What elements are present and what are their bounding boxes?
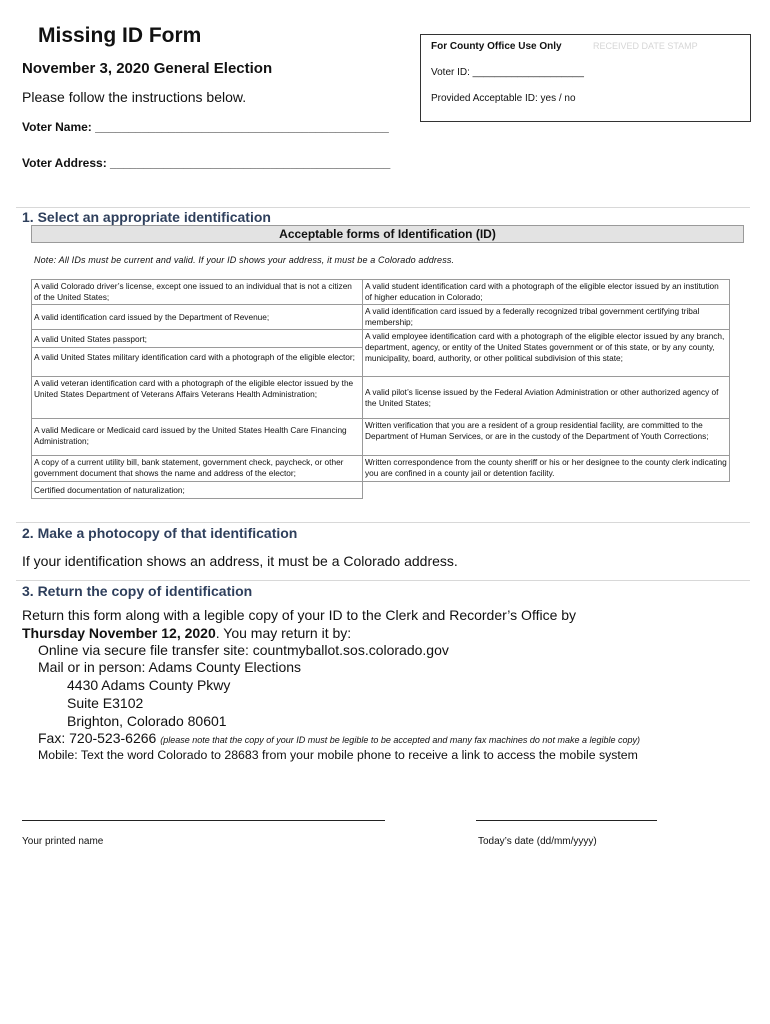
section3-heading: 3. Return the copy of identification xyxy=(22,583,253,599)
id-option-right: A valid student identification card with a photograph of the eligible elector issued by an institution of higher education in Colorado; xyxy=(362,279,730,305)
id-option-right: A valid identification card issued by a federally recognized tribal government certifying tribal membership; xyxy=(362,304,730,330)
address-line-1: 4430 Adams County Pkwy xyxy=(67,677,231,693)
return-deadline-rest: . You may return it by: xyxy=(215,625,352,641)
voter-address-field[interactable]: Voter Address: __________________________________________ xyxy=(22,156,391,170)
election-title: November 3, 2020 General Election xyxy=(22,60,273,77)
received-date-stamp: RECEIVED DATE STAMP xyxy=(593,41,698,51)
id-option-right: Written verification that you are a resident of a group residential facility, are committed to the Department of Human Services, or are in the custody of the Department of Youth Corrections; xyxy=(362,418,730,456)
id-option-left: A copy of a current utility bill, bank statement, government check, paycheck, or other government document that shows the name and address of the elector; xyxy=(31,455,363,482)
section1-heading: 1. Select an appropriate identification xyxy=(22,209,271,225)
section-divider xyxy=(16,580,750,581)
id-option-left: A valid United States military identification card with a photograph of the eligible elector; xyxy=(31,347,363,377)
section2-text: If your identification shows an address, it must be a Colorado address. xyxy=(22,553,458,569)
voter-name-field[interactable]: Voter Name: ____________________________________________ xyxy=(22,120,389,134)
fax-number: Fax: 720-523-6266 xyxy=(38,730,157,746)
address-line-2: Suite E3102 xyxy=(67,695,144,711)
id-option-left: A valid Medicare or Medicaid card issued by the United States Health Care Financing Administration; xyxy=(31,418,363,456)
id-option-right: Written correspondence from the county sheriff or his or her designee to the county clerk indicating you are confined in a county jail or detention facility. xyxy=(362,455,730,482)
id-option-left: A valid United States passport; xyxy=(31,329,363,348)
id-option-left: A valid Colorado driver’s license, except one issued to an individual that is not a citizen of the United States; xyxy=(31,279,363,305)
address-line-3: Brighton, Colorado 80601 xyxy=(67,713,227,729)
id-option-right: A valid pilot’s license issued by the Federal Aviation Administration or other authorized agency of the United States; xyxy=(362,376,730,419)
id-option-left: A valid identification card issued by the Department of Revenue; xyxy=(31,304,363,330)
online-option: Online via secure file transfer site: countmyballot.sos.colorado.gov xyxy=(38,642,449,658)
return-deadline: Thursday November 12, 2020 xyxy=(22,625,216,641)
id-option-left: Certified documentation of naturalization; xyxy=(31,481,363,499)
voter-id-field[interactable]: Voter ID: ____________________ xyxy=(431,67,584,78)
section2-heading: 2. Make a photocopy of that identification xyxy=(22,525,298,541)
section-divider xyxy=(16,522,750,523)
fax-option xyxy=(38,730,640,746)
printed-name-line[interactable] xyxy=(22,820,385,821)
date-label: Today’s date (dd/mm/yyyy) xyxy=(478,836,597,847)
id-option-right: A valid employee identification card with a photograph of the eligible elector issued by any branch, department, agency, or entity of the United States government or of this state, or by any county, municipality, board, authority, or other political subdivision of this state; xyxy=(362,329,730,377)
instructions-text: Please follow the instructions below. xyxy=(22,89,247,105)
mobile-option: Mobile: Text the word Colorado to 28683 from your mobile phone to receive a link to access the mobile system xyxy=(38,748,638,762)
date-line[interactable] xyxy=(476,820,657,821)
printed-name-label: Your printed name xyxy=(22,836,104,847)
id-table-title: Acceptable forms of Identification (ID) xyxy=(31,225,744,243)
form-title: Missing ID Form xyxy=(38,24,202,47)
return-instructions: Return this form along with a legible copy of your ID to the Clerk and Recorder’s Office by xyxy=(22,607,577,623)
id-option-left: A valid veteran identification card with a photograph of the eligible elector issued by the United States Department of Veterans Affairs Veterans Health Administration; xyxy=(31,376,363,419)
id-note: Note: All IDs must be current and valid. If your ID shows your address, it must be a Colorado address. xyxy=(34,255,455,265)
office-box-heading: For County Office Use Only xyxy=(431,41,562,52)
section-divider xyxy=(16,207,750,208)
county-office-box xyxy=(420,34,751,122)
fax-note: (please note that the copy of your ID must be legible to be accepted and many fax machines do not make a legible copy) xyxy=(160,735,640,745)
mail-option: Mail or in person: Adams County Elections xyxy=(38,659,302,675)
provided-id-field[interactable]: Provided Acceptable ID: yes / no xyxy=(431,93,576,104)
return-deadline-line xyxy=(22,625,351,641)
